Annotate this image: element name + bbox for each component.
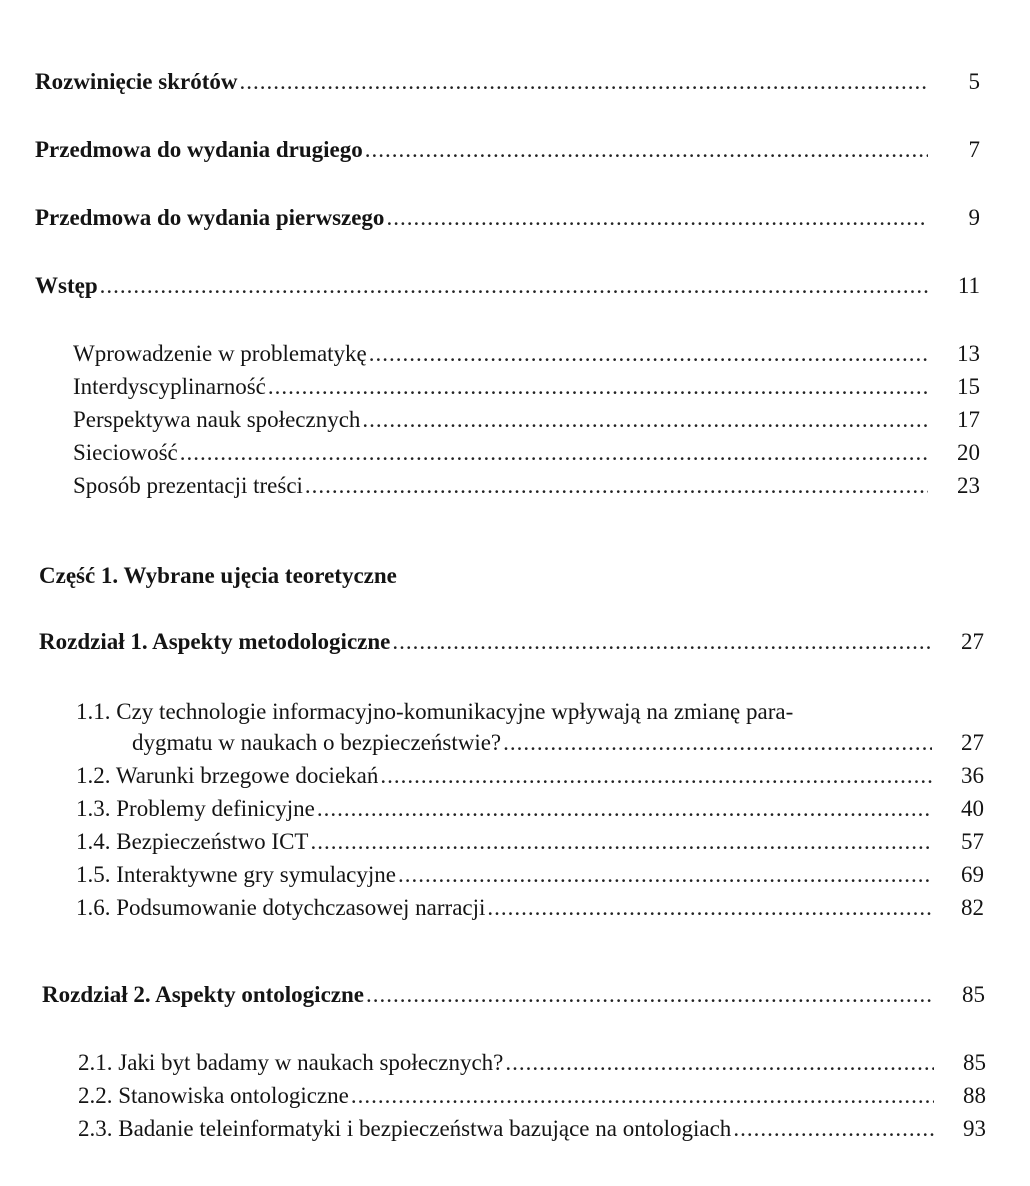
part-heading: Część 1. Wybrane ujęcia teoretyczne	[39, 563, 397, 588]
dot-leader	[392, 630, 932, 653]
dot-leader	[268, 375, 928, 398]
toc-entry-page: 15	[957, 374, 980, 399]
toc-entry-page: 13	[957, 341, 980, 366]
toc-subentry	[78, 1051, 986, 1074]
toc-entry-page: 69	[961, 862, 984, 887]
dot-leader	[366, 983, 933, 1006]
dot-leader	[362, 408, 928, 431]
dot-leader	[351, 1084, 934, 1107]
dot-leader	[398, 863, 932, 886]
toc-entry-title: Rozdział 2. Aspekty ontologiczne	[42, 982, 364, 1007]
dot-leader	[386, 206, 928, 229]
toc-entry-title: 1.6. Podsumowanie dotychczasowej narracji	[76, 895, 486, 920]
toc-entry-page: 23	[957, 473, 980, 498]
toc-chapter-2	[42, 983, 985, 1006]
toc-entry-title: 2.3. Badanie teleinformatyki i bezpieczeństwa bazujące na ontologiach	[78, 1116, 732, 1141]
toc-entry-title: 1.5. Interaktywne gry symulacyjne	[76, 862, 396, 887]
toc-entry-title: 1.4. Bezpieczeństwo ICT	[76, 829, 309, 854]
dot-leader	[365, 138, 928, 161]
dot-leader	[505, 1051, 934, 1074]
toc-subentry	[78, 1084, 986, 1107]
toc-entry-title: Wprowadzenie w problematykę	[73, 341, 367, 366]
toc-entry-page: 27	[961, 730, 984, 755]
toc-entry-page: 9	[968, 205, 980, 230]
toc-subentry	[73, 441, 980, 464]
toc-entry-page: 88	[963, 1083, 986, 1108]
toc-entry-title: 2.2. Stanowiska ontologiczne	[78, 1083, 349, 1108]
toc-subentry	[76, 764, 984, 787]
toc-entry-page: 20	[957, 440, 980, 465]
toc-entry-title: Rozdział 1. Aspekty metodologiczne	[39, 629, 391, 654]
toc-entry-page: 36	[961, 763, 984, 788]
toc-entry-abbreviations	[35, 70, 980, 93]
toc-entry-title: Sieciowość	[73, 440, 178, 465]
dot-leader	[369, 342, 928, 365]
toc-entry-page: 27	[961, 629, 984, 654]
toc-entry-page: 11	[957, 273, 980, 298]
toc-entry-title: Rozwinięcie skrótów	[35, 69, 238, 94]
toc-entry-preface-first	[35, 206, 980, 229]
toc-entry-title: 1.3. Problemy definicyjne	[76, 796, 315, 821]
dot-leader	[305, 474, 928, 497]
toc-entry-title: Perspektywa nauk społecznych	[73, 407, 361, 432]
toc-entry-page: 5	[968, 69, 980, 94]
toc-entry-title: 1.2. Warunki brzegowe dociekań	[76, 763, 379, 788]
dot-leader	[487, 896, 932, 919]
dot-leader	[503, 731, 932, 754]
toc-subentry	[73, 375, 980, 398]
toc-entry-page: 82	[961, 895, 984, 920]
toc-subentry	[76, 797, 984, 820]
toc-chapter-1	[39, 630, 984, 653]
toc-entry-page: 85	[963, 1050, 986, 1075]
toc-subentry	[73, 474, 980, 497]
toc-entry-page: 57	[961, 829, 984, 854]
dot-leader	[310, 830, 932, 853]
toc-entry-page: 93	[963, 1116, 986, 1141]
toc-entry-title: dygmatu w naukach o bezpieczeństwie?	[132, 730, 502, 755]
toc-entry-title: Wstęp	[35, 273, 98, 298]
toc-subentry	[73, 408, 980, 431]
toc-subentry	[78, 1117, 986, 1140]
toc-entry-introduction	[35, 274, 980, 297]
toc-subentry	[76, 863, 984, 886]
dot-leader	[240, 70, 929, 93]
dot-leader	[180, 441, 928, 464]
toc-entry-title: Interdyscyplinarność	[73, 374, 266, 399]
dot-leader	[733, 1117, 934, 1140]
dot-leader	[317, 797, 932, 820]
toc-subentry	[76, 896, 984, 919]
toc-entry-page: 85	[962, 982, 985, 1007]
toc-entry-page: 7	[968, 137, 980, 162]
toc-entry-title: Przedmowa do wydania pierwszego	[35, 205, 385, 230]
toc-entry-title: Przedmowa do wydania drugiego	[35, 137, 363, 162]
toc-subentry	[132, 731, 984, 754]
toc-entry-page: 17	[957, 407, 980, 432]
toc-entry-preface-second	[35, 138, 980, 161]
toc-entry-title: Sposób prezentacji treści	[73, 473, 303, 498]
toc-subentry-wrapped-line: 1.1. Czy technologie informacyjno-komunikacyjne wpływają na zmianę para-	[76, 699, 794, 724]
toc-subentry	[76, 830, 984, 853]
toc-subentry	[73, 342, 980, 365]
toc-entry-title: 2.1. Jaki byt badamy w naukach społecznych?	[78, 1050, 504, 1075]
dot-leader	[380, 764, 932, 787]
dot-leader	[100, 274, 928, 297]
toc-entry-page: 40	[961, 796, 984, 821]
